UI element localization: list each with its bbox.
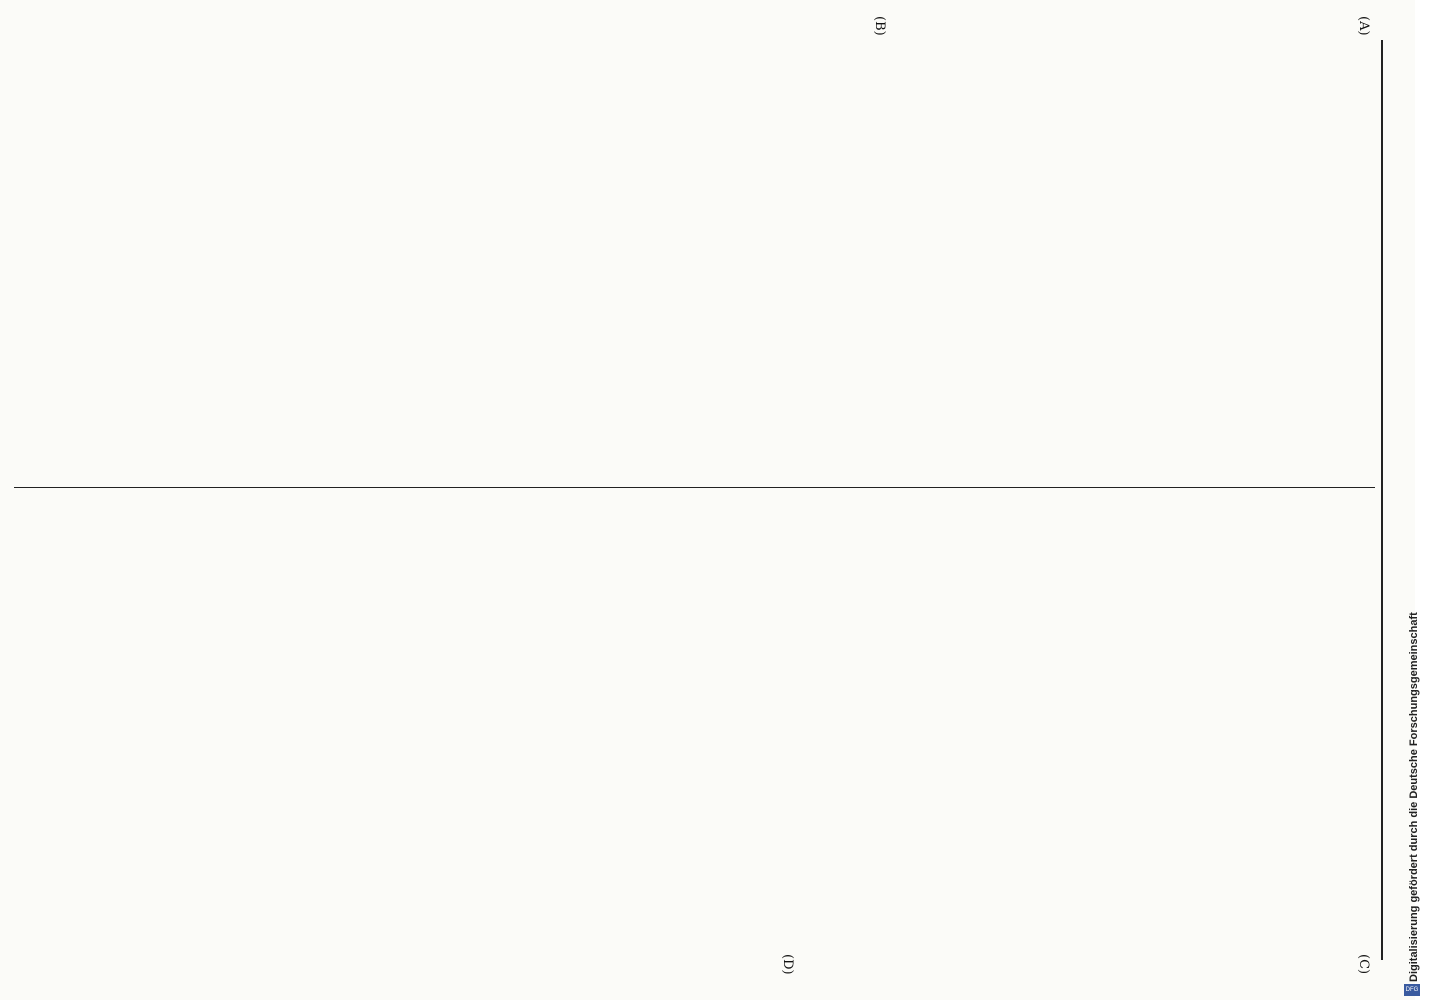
- margin-mark-d: (D): [780, 954, 795, 975]
- margin-mark-c: (C): [1356, 954, 1371, 975]
- digitization-credit: Digitalisierung gefördert durch die Deutsche Forschungsgemeinschaft: [1408, 612, 1420, 982]
- margin-mark-b: (B): [872, 16, 887, 36]
- text-column-right: [20, 516, 1371, 938]
- dfg-logo-icon: DFG: [1404, 984, 1420, 996]
- text-column-left: [20, 48, 1371, 452]
- margin-mark-a: (A): [1356, 16, 1371, 36]
- digitization-footer: [1396, 0, 1432, 1000]
- column-divider: [14, 487, 1375, 488]
